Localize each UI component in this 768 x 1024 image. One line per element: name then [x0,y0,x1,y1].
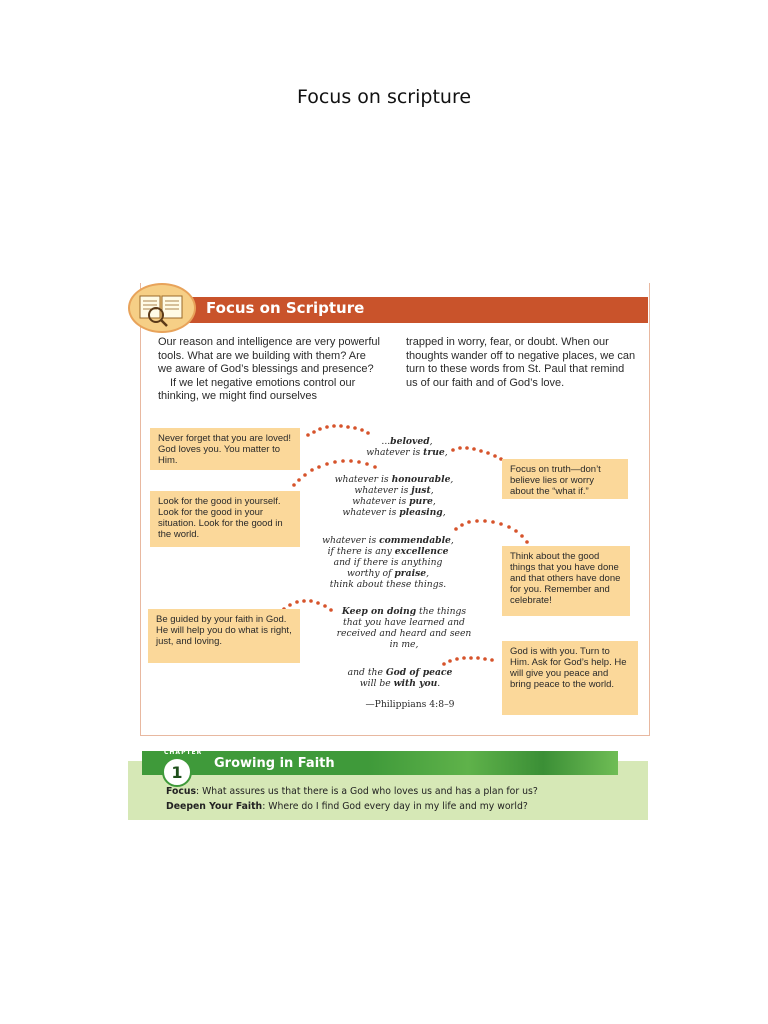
chapter-deepen: Deepen Your Faith: Where do I find God every day in my life and my world? [166,801,528,812]
chapter-number: 1 [171,763,183,782]
intro-left-paragraph-2: If we let negative emotions control our thinking, we might find ourselves [158,376,356,403]
tip-god-is-with-you: God is with you. Turn to Him. Ask for God’s help. He will give you peace and bring peace to the world. [502,641,638,715]
scripture-verse [324,606,484,650]
connector-6 [442,656,494,666]
tip-loved: Never forget that you are loved! God loves you. You matter to Him. [150,428,300,470]
verse-line: whatever is true, [366,447,448,458]
header-title: Focus on Scripture [206,299,365,317]
verse-line: whatever is honourable, [334,474,454,485]
verse-line: if there is any excellence [327,546,449,557]
verse-line: and if there is anything [333,557,443,568]
scripture-verse [318,436,496,458]
page-title: Focus on scripture [296,86,472,108]
intro-left-paragraph-1: Our reason and intelligence are very powerful tools. What are we building with them? Are we aware of God’s blessings and presence? [158,336,380,376]
verse-line: think about these things. [329,579,447,590]
verse-line: worthy of praise, [346,568,430,579]
chapter-title: Growing in Faith [214,756,335,771]
verse-line: Keep on doing the things [341,606,467,617]
tip-think-about-good: Think about the good things that you have done and that others have done for you. Remember and celebrate! [502,546,630,616]
verse-line: in me, [389,639,419,650]
verse-line: ...beloved, [381,436,433,447]
chapter-focus: Focus: What assures us that there is a God who loves us and has a plan for us? [166,786,538,797]
scripture-verse [298,535,478,590]
verse-line: whatever is pleasing, [342,507,446,518]
chapter-number-badge [162,757,192,787]
intro-right-paragraph: trapped in worry, fear, or doubt. When our thoughts wander off to negative places, we can turn to these words from St. Paul that remind us of our faith and of God’s love. [406,336,636,389]
verse-line: will be with you. [359,678,441,689]
verse-line: whatever is just, [354,485,434,496]
tip-be-guided: Be guided by your faith in God. He will help you do what is right, just, and loving. [148,609,300,663]
connector-1 [306,424,370,437]
verse-line: whatever is commendable, [322,535,454,546]
chapter-label: CHAPTER [164,749,203,756]
verse-line: that you have learned and [343,617,465,628]
scripture-verse [304,474,484,518]
tip-look-for-good: Look for the good in yourself. Look for the good in your situation. Look for the good in the world. [150,491,300,547]
verse-citation [350,699,470,710]
verse-line: and the God of peace [347,667,453,678]
citation-text: —Philippians 4:8–9 [365,699,455,710]
scripture-panel [128,283,648,820]
tip-focus-on-truth: Focus on truth—don’t believe lies or worry about the “what if.” [502,459,628,499]
leaf-pattern [368,751,618,775]
verse-line: received and heard and seen [336,628,472,639]
scripture-verse [338,667,462,689]
verse-line: whatever is pure, [352,496,436,507]
